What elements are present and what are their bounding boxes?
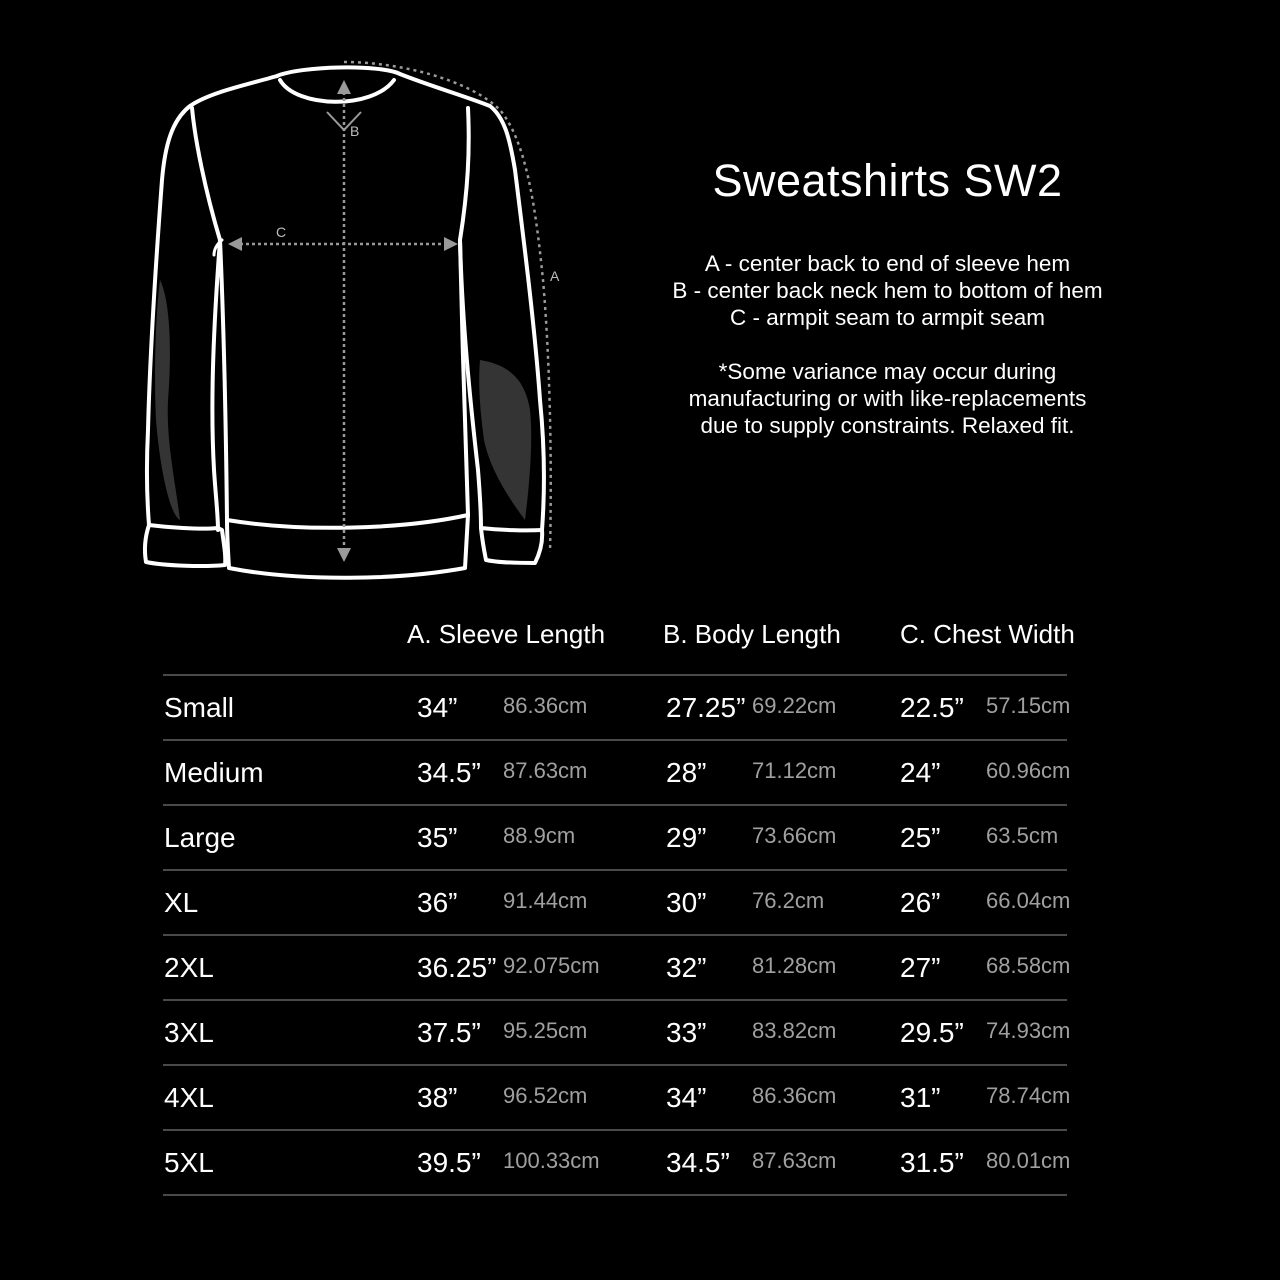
table-row bbox=[163, 999, 1071, 1064]
sleeve-inches: 34.5” bbox=[417, 757, 481, 788]
left-sleeve-inner bbox=[192, 108, 220, 530]
chest-cm: 60.96cm bbox=[986, 758, 1071, 783]
size-label: 5XL bbox=[164, 1147, 214, 1178]
page-title: Sweatshirts SW2 bbox=[712, 155, 1063, 206]
sleeve-cm: 86.36cm bbox=[503, 693, 588, 718]
body-inches: 33” bbox=[666, 1017, 707, 1048]
body-cm: 87.63cm bbox=[752, 1148, 837, 1173]
sleeve-inches: 36” bbox=[417, 887, 458, 918]
note-line: *Some variance may occur during bbox=[718, 359, 1057, 384]
sleeve-inches: 36.25” bbox=[417, 952, 497, 983]
note-line: manufacturing or with like-replacements bbox=[688, 386, 1087, 411]
table-row bbox=[163, 739, 1071, 804]
sleeve-cm: 91.44cm bbox=[503, 888, 588, 913]
sleeve-cm: 88.9cm bbox=[503, 823, 576, 848]
body-inches: 28” bbox=[666, 757, 707, 788]
sleeve-cm: 95.25cm bbox=[503, 1018, 588, 1043]
sleeve-inches: 39.5” bbox=[417, 1147, 481, 1178]
body-inches: 27.25” bbox=[666, 692, 746, 723]
body-inches: 29” bbox=[666, 822, 707, 853]
table-row bbox=[163, 1129, 1071, 1196]
chest-cm: 57.15cm bbox=[986, 693, 1071, 718]
left-cuff bbox=[145, 525, 225, 566]
size-label: Large bbox=[164, 822, 236, 853]
size-label: 4XL bbox=[164, 1082, 214, 1113]
chest-inches: 22.5” bbox=[900, 692, 964, 723]
body-inches: 30” bbox=[666, 887, 707, 918]
body-cm: 73.66cm bbox=[752, 823, 837, 848]
sleeve-cm: 87.63cm bbox=[503, 758, 588, 783]
sleeve-cm: 96.52cm bbox=[503, 1083, 588, 1108]
size-label: XL bbox=[164, 887, 199, 918]
sweatshirt-illustration bbox=[130, 50, 580, 590]
body-left-side bbox=[220, 240, 227, 520]
size-table bbox=[163, 674, 1071, 1196]
header-sleeve-length: A. Sleeve Length bbox=[407, 619, 606, 649]
sleeve-inches: 34” bbox=[417, 692, 458, 723]
label-b: B bbox=[350, 123, 360, 139]
variance-note bbox=[620, 358, 1155, 439]
sleeve-inches: 35” bbox=[417, 822, 458, 853]
chest-cm: 80.01cm bbox=[986, 1148, 1071, 1173]
legend-b: B - center back neck hem to bottom of hem bbox=[672, 278, 1103, 303]
sleeve-inches: 38” bbox=[417, 1082, 458, 1113]
body-cm: 69.22cm bbox=[752, 693, 837, 718]
legend-c: C - armpit seam to armpit seam bbox=[729, 305, 1046, 330]
body-cm: 71.12cm bbox=[752, 758, 837, 783]
size-label: Small bbox=[164, 692, 235, 723]
body-inches: 34.5” bbox=[666, 1147, 730, 1178]
table-row bbox=[163, 1064, 1071, 1129]
chest-cm: 66.04cm bbox=[986, 888, 1071, 913]
body-cm: 76.2cm bbox=[752, 888, 825, 913]
note-line: due to supply constraints. Relaxed fit. bbox=[700, 413, 1075, 438]
header-body-length: B. Body Length bbox=[663, 619, 841, 649]
chest-inches: 31” bbox=[900, 1082, 941, 1113]
table-row bbox=[163, 869, 1071, 934]
body-cm: 83.82cm bbox=[752, 1018, 837, 1043]
collar-inner bbox=[280, 80, 394, 102]
legend-a: A - center back to end of sleeve hem bbox=[704, 251, 1071, 276]
size-label: 2XL bbox=[164, 952, 214, 983]
chest-cm: 63.5cm bbox=[986, 823, 1059, 848]
chest-cm: 74.93cm bbox=[986, 1018, 1071, 1043]
table-row bbox=[163, 934, 1071, 999]
size-label: 3XL bbox=[164, 1017, 214, 1048]
right-cuff bbox=[481, 528, 542, 563]
body-inches: 34” bbox=[666, 1082, 707, 1113]
collar-outline bbox=[277, 67, 400, 76]
chest-inches: 25” bbox=[900, 822, 941, 853]
header-chest-width: C. Chest Width bbox=[900, 619, 1075, 649]
size-label: Medium bbox=[164, 757, 264, 788]
sleeve-cm: 100.33cm bbox=[503, 1148, 600, 1173]
table-row bbox=[163, 804, 1067, 869]
measurement-legend bbox=[620, 250, 1155, 331]
chest-inches: 26” bbox=[900, 887, 941, 918]
body-cm: 86.36cm bbox=[752, 1083, 837, 1108]
chest-inches: 31.5” bbox=[900, 1147, 964, 1178]
table-row bbox=[163, 674, 1071, 739]
body-inches: 32” bbox=[666, 952, 707, 983]
chest-cm: 68.58cm bbox=[986, 953, 1071, 978]
chest-inches: 24” bbox=[900, 757, 941, 788]
body-cm: 81.28cm bbox=[752, 953, 837, 978]
chest-inches: 29.5” bbox=[900, 1017, 964, 1048]
label-c: C bbox=[276, 224, 287, 240]
chest-inches: 27” bbox=[900, 952, 941, 983]
label-a: A bbox=[550, 268, 560, 284]
sleeve-inches: 37.5” bbox=[417, 1017, 481, 1048]
sleeve-cm: 92.075cm bbox=[503, 953, 600, 978]
waistband bbox=[227, 515, 468, 578]
chest-cm: 78.74cm bbox=[986, 1083, 1071, 1108]
